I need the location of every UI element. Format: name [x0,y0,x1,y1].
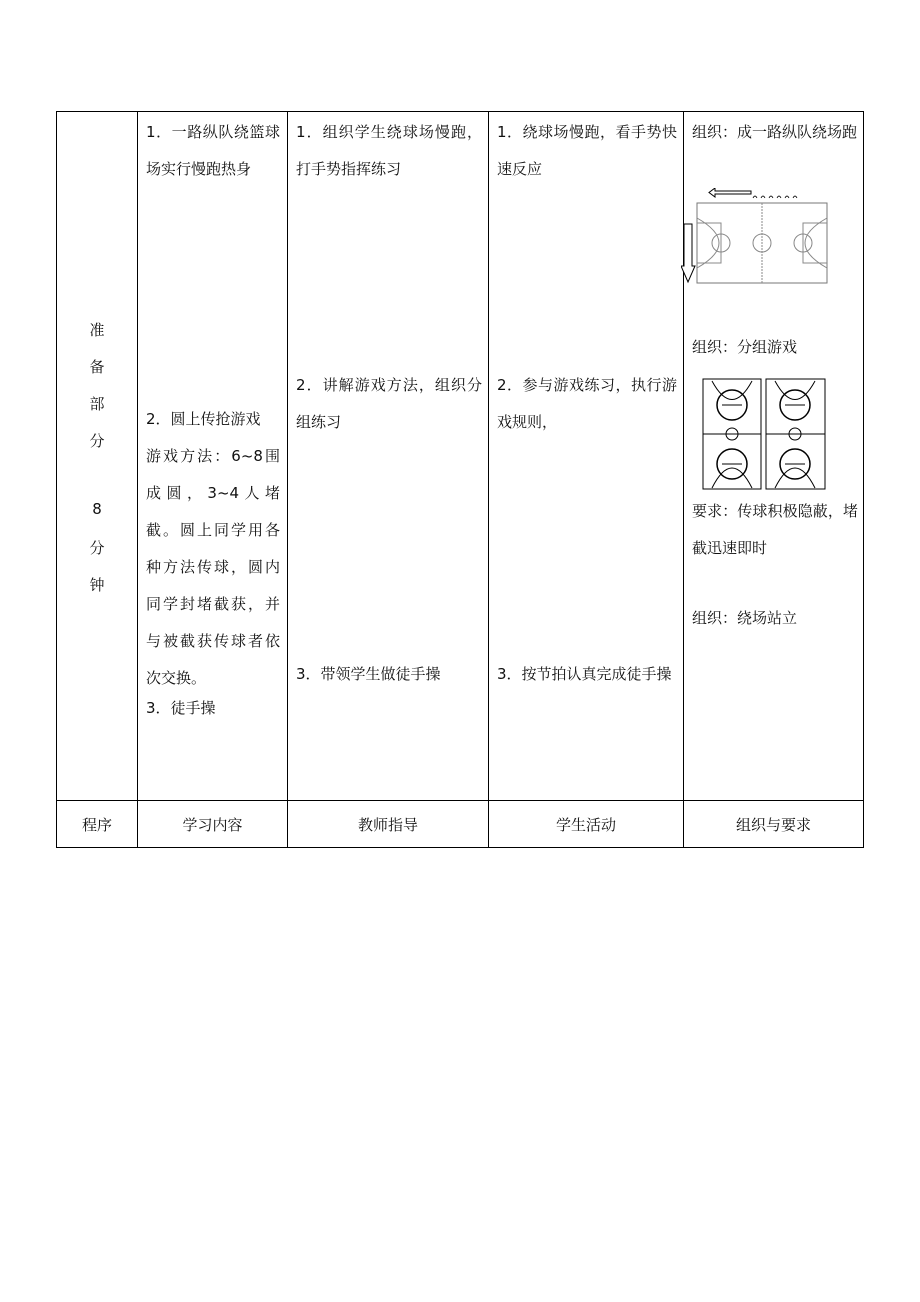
stage-duration-char: 8 [92,500,102,518]
org-item-3: 组织：绕场站立 [692,609,798,627]
header-organization: 组织与要求 [735,816,811,834]
stage-duration-char: 分 [89,539,105,557]
half-court-icon [703,379,825,489]
content-item-3: 3．徒手操 [146,699,216,717]
group-game-diagram [702,378,826,490]
header-student: 学生活动 [555,816,616,834]
teacher-item-3: 3．带领学生做徒手操 [296,665,441,683]
left-arrow-icon [709,188,751,197]
student-item-1: 1．绕球场慢跑，看手势快速反应 [497,123,677,178]
column-divider [287,112,288,847]
court-run-diagram [681,188,831,288]
column-divider [488,112,489,847]
down-arrow-icon [681,224,695,282]
org-item-2: 组织：分组游戏 [692,338,798,356]
teacher-item-2: 2．讲解游戏方法，组织分组练习 [296,376,482,431]
header-teacher: 教师指导 [357,816,418,834]
header-content: 学习内容 [182,816,243,834]
player-marks [753,196,797,198]
stage-duration-char: 钟 [89,576,105,594]
stage-name-char: 准 [89,321,105,339]
column-divider [137,112,138,847]
row-divider [57,800,863,801]
header-procedure: 程序 [81,816,112,834]
basketball-court-icon [697,203,827,283]
content-item-2-detail: 游戏方法：6~8围成圆，3~4人堵截。圆上同学用各种方法传球，圆内同学封堵截获，并与被截获传球者依次交换。 [146,447,280,687]
student-item-3: 3．按节拍认真完成徒手操 [497,665,672,683]
student-item-2: 2．参与游戏练习，执行游戏规则， [497,376,677,431]
content-item-1: 1．一路纵队绕篮球场实行慢跑热身 [146,123,280,178]
lesson-plan-table [56,111,864,848]
stage-name-char: 部 [89,395,105,413]
stage-name-char: 备 [89,358,105,376]
teacher-item-1: 1．组织学生绕球场慢跑，打手势指挥练习 [296,123,482,178]
org-item-1: 组织：成一路纵队绕场跑 [692,123,858,141]
requirement: 要求：传球积极隐蔽，堵截迅速即时 [692,502,858,557]
content-item-2: 2．圆上传抢游戏 [146,410,261,428]
stage-name-char: 分 [89,432,105,450]
